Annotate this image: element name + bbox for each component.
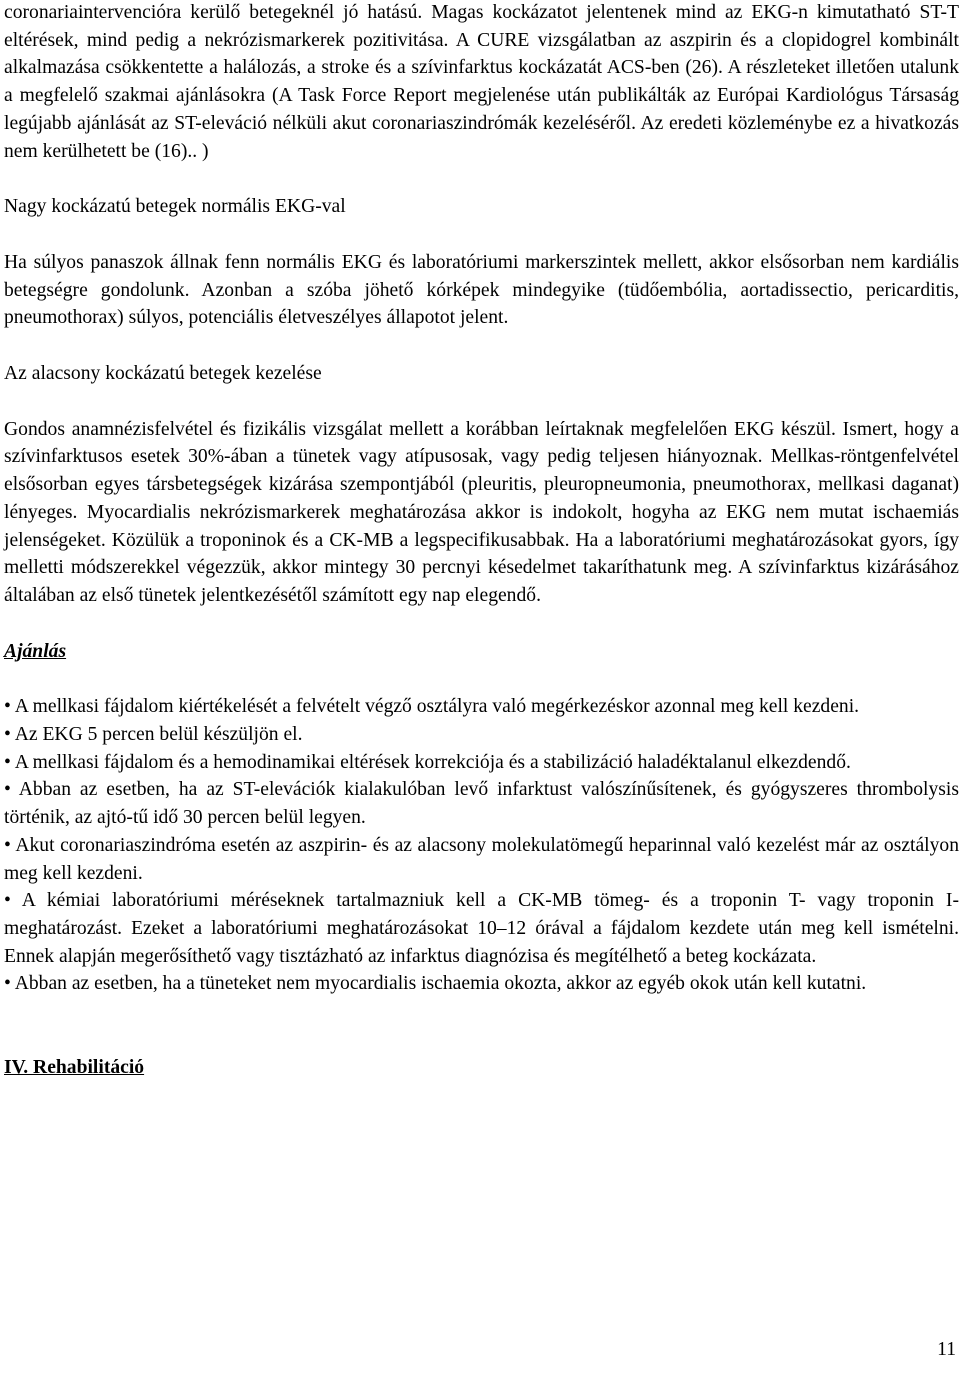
recommendation-list [4,693,959,998]
spacer [4,610,959,638]
list-item-text: A kémiai laboratóriumi méréseknek tartalmazniuk kell a CK-MB tömeg- és a troponin T- vagy troponin I-meghatározást. Ezeket a laboratóriumi meghatározásokat 10–12 órával a fájdalom kezdete után meg kell ismételni. Ennek alapján megerősíthető vagy tisztázható az infarktus diagnózisa és megítélhető a beteg kockázata. [4,890,959,967]
bullet-icon: • [4,973,11,995]
list-item [4,749,959,777]
bullet-icon: • [4,834,11,856]
spacer [4,332,959,360]
bullet-icon: • [4,890,11,912]
list-item-text: Abban az esetben, ha a tüneteket nem myocardialis ischaemia okozta, akkor az egyéb okok után kell kutatni. [14,973,867,995]
spacer [4,165,959,193]
document-page [4,0,959,1082]
bullet-icon: • [4,696,11,718]
spacer [4,1026,959,1054]
list-item [4,887,959,970]
page-number: 11 [937,1339,956,1360]
list-item [4,832,959,887]
spacer [4,998,959,1026]
heading-high-risk: Nagy kockázatú betegek normális EKG-val [4,196,346,218]
bullet-icon: • [4,779,11,801]
list-item [4,721,959,749]
list-item [4,970,959,998]
spacer [4,665,959,693]
paragraph-high-risk: Ha súlyos panaszok állnak fenn normális EKG és laboratóriumi markerszintek mellett, akkor elsősorban nem kardiális betegségre gondolunk. Azonban a szóba jöhető kórképek mindegyike (tüdőembólia, aortadissectio, pericarditis, pneumothorax) súlyos, potenciális életveszélyes állapotot jelent. [4,251,959,329]
intro-paragraph: coronariaintervencióra kerülő betegeknél jó hatású. Magas kockázatot jelentenek mind az EKG-n kimutatható ST-T eltérések, mind pedig a nekrózismarkerek pozitivitása. A CURE vizsgálatban az aszpirin és a clopidogrel kombinált alkalmazása csökkentette a halálozás, a stroke és a szívinfarktus kockázatát ACS-ben (26). A részleteket illetően utalunk a megfelelő szakmai ajánlásokra (A Task Force Report megjelenése után publikálták az Európai Kardiológus Társaság legújabb ajánlását az ST-eleváció nélküli akut coronariaszindrómák kezeléséről. Az eredeti közleménybe ez a hivatkozás nem kerülhetett be (16).. ) [4,2,959,162]
paragraph-low-risk: Gondos anamnézisfelvétel és fizikális vizsgálat mellett a korábban leírtaknak megfelelően EKG készül. Ismert, hogy a szívinfarktusos esetek 30%-ában a tünetek vagy atípusosak, vagy pedig teljesen hiányoznak. Mellkas-röntgenfelvétel elsősorban egyes társbetegségek kizárása szempontjából (pleuritis, pleuropneumonia, pneumothorax, mellkasi daganat) lényeges. Myocardialis nekrózismarkerek meghatározása akkor is indokolt, hogyha az EKG nem mutat ischaemiás jelenségeket. Közülük a troponinok és a CK-MB a legspecifikusabbak. Ha a laboratóriumi meghatározásokat gyors, így melletti módszerekkel végezzük, akkor mintegy 30 percnyi késedelmet takaríthatunk meg. A szívinfarktus kizárásához általában az első tünetek jelentkezésétől számított egy nap elegendő. [4,418,959,606]
list-item-text: Abban az esetben, ha az ST-elevációk kialakulóban levő infarktust valószínűsítenek, és gyógyszeres thrombolysis történik, az ajtó-tű idő 30 percen belül legyen. [4,779,959,829]
list-item-text: A mellkasi fájdalom kiértékelését a felvételt végző osztályra való megérkezéskor azonnal meg kell kezdeni. [14,696,860,718]
list-item-text: Akut coronariaszindróma esetén az aszpirin- és az alacsony molekulatömegű heparinnal való kezelést már az osztályon meg kell kezdeni. [4,834,959,884]
heading-recommendation: Ajánlás [4,640,67,662]
heading-rehabilitation: IV. Rehabilitáció [4,1057,145,1079]
spacer [4,221,959,249]
list-item [4,776,959,831]
list-item-text: A mellkasi fájdalom és a hemodinamikai eltérések korrekciója és a stabilizáció haladéktalanul elkezdendő. [14,751,851,773]
heading-low-risk: Az alacsony kockázatú betegek kezelése [4,363,322,385]
bullet-icon: • [4,724,11,746]
list-item-text: Az EKG 5 percen belül készüljön el. [14,724,303,746]
list-item [4,693,959,721]
spacer [4,388,959,416]
bullet-icon: • [4,751,11,773]
